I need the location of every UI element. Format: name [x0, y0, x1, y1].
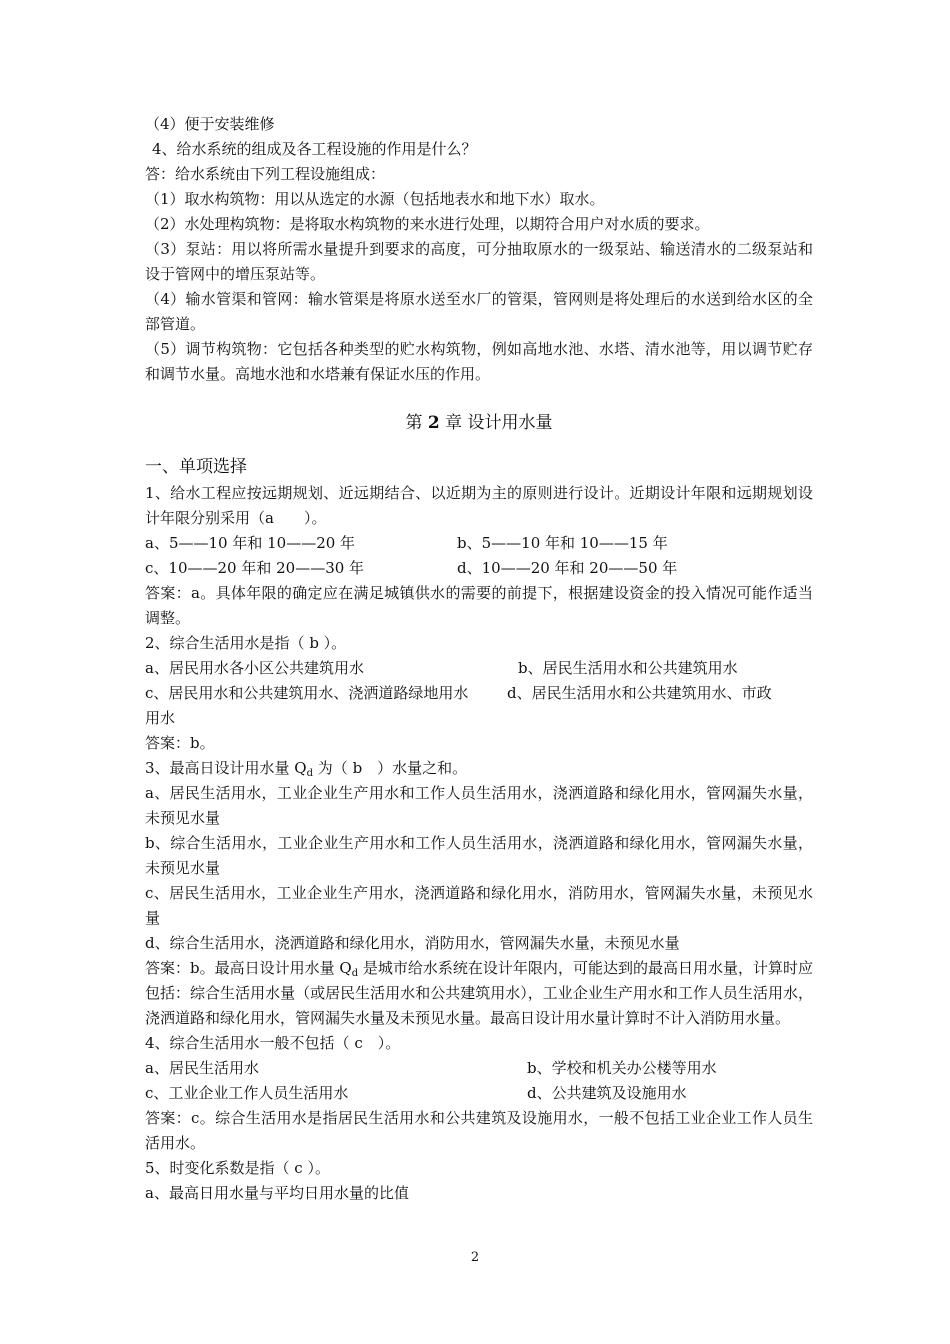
option-a: a、最高日用水量与平均日用水量的比值 — [145, 1184, 409, 1202]
option-c: c、10——20 年和 20——30 年 — [145, 559, 365, 577]
option-b: b、居民生活用水和公共建筑用水 — [518, 659, 738, 677]
option-b: b、5——10 年和 10——15 年 — [457, 534, 668, 552]
text-paragraph: （4）输水管渠和管网：输水管渠是将原水送至水厂的管渠，管网则是将处理后的水送到给水区的全部管道。 — [145, 290, 813, 333]
options-row — [145, 1056, 813, 1081]
question-stem: 2、综合生活用水是指（ b ）。 — [145, 634, 347, 652]
option-d: d、公共建筑及设施用水 — [527, 1084, 687, 1102]
answer-text: 答案：a。具体年限的确定应在满足城镇供水的需要的前提下，根据建设资金的投入情况可能作适当调整。 — [145, 584, 813, 627]
option-c: c、工业企业工作人员生活用水 — [145, 1084, 349, 1102]
option-a: a、5——10 年和 10——20 年 — [145, 534, 356, 552]
text-paragraph: （5）调节构筑物：它包括各种类型的贮水构筑物，例如高地水池、水塔、清水池等，用以调节贮存和调节水量。高地水池和水塔兼有保证水压的作用。 — [145, 340, 813, 383]
question-stem: 4、综合生活用水一般不包括（ c ）。 — [145, 1034, 401, 1052]
options-row — [145, 656, 813, 681]
document-page — [145, 112, 813, 1206]
text-line: （2）水处理构筑物：是将取水构筑物的来水进行处理，以期符合用户对水质的要求。 — [145, 215, 710, 233]
option-d: d、居民生活用水和公共建筑用水、市政 — [507, 684, 772, 702]
page-number: 2 — [470, 1250, 480, 1265]
question-stem: 1、给水工程应按远期规划、近远期结合、以近期为主的原则进行设计。近期设计年限和远期规划设计年限分别采用（a ）。 — [145, 484, 813, 527]
option-c: c、居民用水和公共建筑用水、浇洒道路绿地用水 — [145, 684, 469, 702]
option-d: d、综合生活用水，浇洒道路和绿化用水，消防用水，管网漏失水量，未预见水量 — [145, 934, 680, 952]
option-d-continued: 用水 — [145, 709, 176, 727]
text-paragraph: （3）泵站：用以将所需水量提升到要求的高度，可分抽取原水的一级泵站、输送清水的二级泵站和设于管网中的增压泵站等。 — [145, 240, 813, 283]
options-row — [145, 681, 813, 706]
answer-text: 答案：b。 — [145, 734, 215, 752]
option-b: b、综合生活用水，工业企业生产用水和工作人员生活用水，浇洒道路和绿化用水，管网漏失水量，未预见水量 — [145, 834, 813, 877]
text-line: （4）便于安装维修 — [145, 115, 275, 133]
text-line: （1）取水构筑物：用以从选定的水源（包括地表水和地下水）取水。 — [145, 190, 605, 208]
option-a: a、居民生活用水，工业企业生产用水和工作人员生活用水，浇洒道路和绿化用水，管网漏失水量，未预见水量 — [145, 784, 813, 827]
chapter-title: 第 2 章 设计用水量 — [405, 413, 553, 433]
options-row — [145, 1081, 813, 1106]
answer-intro: 答：给水系统由下列工程设施组成： — [145, 165, 386, 183]
option-c: c、居民生活用水，工业企业生产用水，浇洒道路和绿化用水，消防用水，管网漏失水量，未预见水量 — [145, 884, 813, 927]
option-d: d、10——20 年和 20——50 年 — [457, 559, 678, 577]
section-heading: 一、单项选择 — [145, 457, 247, 477]
option-b: b、学校和机关办公楼等用水 — [527, 1059, 717, 1077]
question-stem: 3、最高日设计用水量 $Q_d$ 为（ b ）水量之和。 — [145, 759, 468, 779]
option-a: a、居民用水各小区公共建筑用水 — [145, 659, 364, 677]
options-row — [145, 556, 813, 581]
question-heading: 4、给水系统的组成及各工程设施的作用是什么？ — [152, 140, 477, 158]
options-row — [145, 531, 813, 556]
option-a: a、居民生活用水 — [145, 1059, 259, 1077]
answer-text: 答案：c。综合生活用水是指居民生活用水和公共建筑及设施用水，一般不包括工业企业工作人员生活用水。 — [145, 1109, 813, 1152]
question-stem: 5、时变化系数是指（ c ）。 — [145, 1159, 330, 1177]
answer-text: 答案：b。最高日设计用水量 $Q_d$ 是城市给水系统在设计年限内，可能达到的最高日用水量，计算时应包括：综合生活用水量（或居民生活用水和公共建筑用水），工业企业生产用水和工作人员生活用水，浇洒道路和绿化用水，管网漏失水量及未预见水量。最高日设计用水量计算时不计入消防用水量。 — [145, 959, 813, 1027]
